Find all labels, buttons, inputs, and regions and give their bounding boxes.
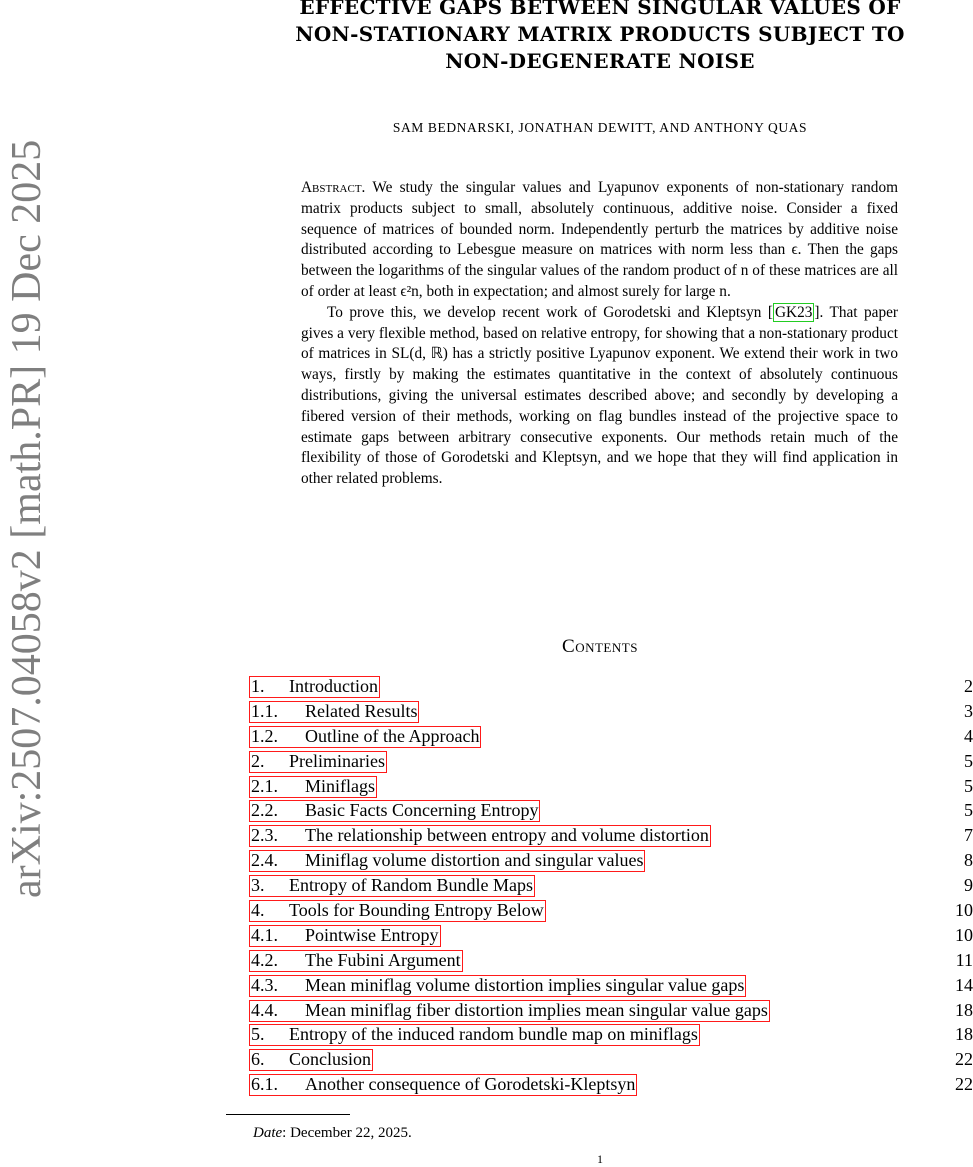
toc-link[interactable] — [249, 1049, 373, 1071]
title-line-1: EFFECTIVE GAPS BETWEEN SINGULAR VALUES OF — [299, 0, 901, 19]
toc-link[interactable] — [249, 975, 746, 997]
toc-page-number: 7 — [964, 825, 973, 846]
toc-page-number: 8 — [964, 850, 973, 871]
toc-entry — [249, 699, 973, 724]
toc-link[interactable] — [249, 925, 441, 947]
toc-section-title: Miniflag volume distortion and singular values — [305, 850, 644, 871]
toc-section-number: 3. — [251, 875, 265, 896]
contents-heading: Contents — [562, 636, 638, 657]
toc-section-title: Outline of the Approach — [305, 725, 480, 746]
toc-page-number: 2 — [964, 676, 973, 696]
toc-entry — [249, 749, 973, 774]
toc-section-number: 6.1. — [251, 1074, 278, 1095]
abstract-text-2b: . That paper gives a very flexible method, based on relative entropy, for showing that a non-stationary product of matrices in SL(d, ℝ) has a strictly positive Lyapunov exponent. We extend their work in two ways, firstly by making the estimates quantitative in the context of absolutely continuous distributions, giving the universal estimates described above; and secondly by developing a fibered version of their methods, working on flag bundles instead of the projective space to estimate gaps between arbitrary consecutive exponents. Our methods retain much of the flexibility of those of Gorodetski and Kleptsyn, and we hope that they will find application in other related problems. — [301, 303, 898, 488]
toc-link[interactable] — [249, 850, 645, 872]
toc-section-title: Related Results — [305, 700, 418, 721]
toc-entry — [249, 948, 973, 973]
abstract-paragraph-2: To prove this, we develop recent work of Gorodetski and Kleptsyn [ GK23 ]. That paper gives a very flexible method, based on relative entropy, for showing that a non-stationary product of matrices in SL(d, ℝ) has a strictly positive Lyapunov exponent. We extend their work in two ways, firstly by making the estimates quantitative in the context of absolutely continuous distributions, giving the universal estimates described above; and secondly by developing a fibered version of their methods, working on flag bundles instead of the projective space to estimate gaps between arbitrary consecutive exponents. Our methods retain much of the flexibility of those of Gorodetski and Kleptsyn, and we hope that they will find application in other related problems. — [301, 303, 898, 488]
toc-link[interactable] — [249, 1074, 637, 1096]
toc-section-number: 4.3. — [251, 974, 278, 995]
toc-link[interactable] — [249, 751, 387, 773]
toc-section-title: Mean miniflag volume distortion implies singular value gaps — [305, 974, 745, 995]
toc-section-number: 2.2. — [251, 800, 278, 821]
table-of-contents — [249, 674, 973, 1097]
toc-link[interactable] — [249, 900, 546, 922]
toc-section-title: The Fubini Argument — [305, 949, 461, 970]
toc-section-number: 2.4. — [251, 850, 278, 871]
toc-page-number: 3 — [964, 700, 973, 721]
toc-section-number: 4.4. — [251, 999, 278, 1020]
toc-section-number: 1.2. — [251, 725, 278, 746]
toc-link[interactable] — [249, 950, 463, 972]
toc-section-number: 4.1. — [251, 924, 278, 945]
toc-entry — [249, 998, 973, 1023]
title-line-3: NON-DEGENERATE NOISE — [445, 49, 755, 73]
toc-section-title: Another consequence of Gorodetski-Kleptsyn — [305, 1074, 636, 1095]
abstract-text-2a: To prove this, we develop recent work of Gorodetski and Kleptsyn — [327, 303, 762, 321]
toc-page-number: 5 — [964, 750, 973, 771]
toc-section-number: 2.3. — [251, 825, 278, 846]
toc-entry — [249, 798, 973, 823]
toc-link[interactable] — [249, 676, 380, 698]
toc-entry — [249, 923, 973, 948]
abstract-paragraph-1 — [301, 178, 898, 303]
toc-section-title: Miniflags — [305, 775, 375, 796]
arxiv-stamp: arXiv:2507.04058v2 [math.PR] 19 Dec 2025 — [4, 139, 50, 898]
date-value: : December 22, 2025. — [282, 1125, 412, 1141]
toc-page-number: 10 — [955, 900, 973, 921]
toc-page-number: 5 — [964, 800, 973, 821]
toc-entry — [249, 674, 973, 699]
toc-section-title: The relationship between entropy and volume distortion — [305, 825, 709, 846]
toc-entry — [249, 848, 973, 873]
title-line-2: NON-STATIONARY MATRIX PRODUCTS SUBJECT TO — [295, 22, 905, 46]
toc-page-number: 18 — [955, 999, 973, 1020]
toc-page-number: 22 — [955, 1074, 973, 1095]
abstract — [301, 178, 898, 490]
toc-link[interactable] — [249, 800, 540, 822]
toc-page-number: 14 — [955, 974, 973, 995]
toc-page-number: 4 — [964, 725, 973, 746]
toc-section-title: Preliminaries — [289, 750, 385, 771]
toc-page-number: 22 — [955, 1049, 973, 1070]
toc-section-number: 4. — [251, 900, 265, 921]
toc-link[interactable] — [249, 1024, 700, 1046]
toc-section-title: Mean miniflag fiber distortion implies mean singular value gaps — [305, 999, 768, 1020]
paper-title — [256, 0, 944, 75]
toc-link[interactable] — [249, 701, 419, 723]
toc-link[interactable] — [249, 776, 377, 798]
toc-section-title: Conclusion — [289, 1049, 372, 1070]
toc-section-title: Pointwise Entropy — [305, 924, 439, 945]
toc-entry — [249, 1022, 973, 1047]
abstract-label: Abstract. — [301, 179, 366, 196]
toc-entry — [249, 1047, 973, 1072]
toc-page-number: 9 — [964, 875, 973, 896]
footnote-rule — [226, 1114, 350, 1115]
toc-section-number: 5. — [251, 1024, 265, 1045]
toc-page-number: 5 — [964, 775, 973, 796]
toc-entry — [249, 724, 973, 749]
toc-entry — [249, 973, 973, 998]
citation-link[interactable]: GK23 — [775, 303, 813, 321]
arxiv-sidebar — [4, 0, 50, 900]
toc-link[interactable] — [249, 875, 535, 897]
toc-section-number: 6. — [251, 1049, 265, 1070]
toc-page-number: 11 — [955, 949, 973, 970]
toc-section-number: 2. — [251, 750, 265, 771]
toc-link[interactable] — [249, 825, 711, 847]
toc-entry — [249, 873, 973, 898]
toc-section-title: Entropy of Random Bundle Maps — [289, 875, 533, 896]
toc-page-number: 18 — [955, 1024, 973, 1045]
toc-page-number: 10 — [955, 924, 973, 945]
toc-link[interactable] — [249, 1000, 770, 1022]
toc-entry — [249, 774, 973, 799]
page-number: 1 — [597, 1152, 603, 1166]
toc-section-number: 2.1. — [251, 775, 278, 796]
toc-entry — [249, 898, 973, 923]
toc-section-title: Introduction — [289, 676, 378, 696]
abstract-text-1: We study the singular values and Lyapunov exponents of non-stationary random matrix products subject to small, absolutely continuous, additive noise. Consider a fixed sequence of matrices of bounded norm. Independently perturb the matrices by additive noise distributed according to Lebesgue measure on matrices with norm less than ϵ. Then the gaps between the logarithms of the singular values of the random product of n of these matrices are all of order at least ϵ²n, both in expectation; and almost surely for large n. — [301, 179, 898, 300]
toc-section-title: Entropy of the induced random bundle map on miniflags — [289, 1024, 698, 1045]
toc-entry — [249, 1072, 973, 1097]
toc-section-number: 4.2. — [251, 949, 278, 970]
date-label: Date — [253, 1125, 283, 1141]
toc-section-title: Basic Facts Concerning Entropy — [305, 800, 539, 821]
authors: SAM BEDNARSKI, JONATHAN DEWITT, AND ANTHONY QUAS — [392, 120, 808, 135]
date-footnote — [253, 1125, 412, 1142]
toc-section-title: Tools for Bounding Entropy Below — [289, 900, 544, 921]
toc-link[interactable] — [249, 726, 481, 748]
toc-section-number: 1.1. — [251, 700, 278, 721]
toc-entry — [249, 823, 973, 848]
toc-section-number: 1. — [251, 676, 265, 696]
